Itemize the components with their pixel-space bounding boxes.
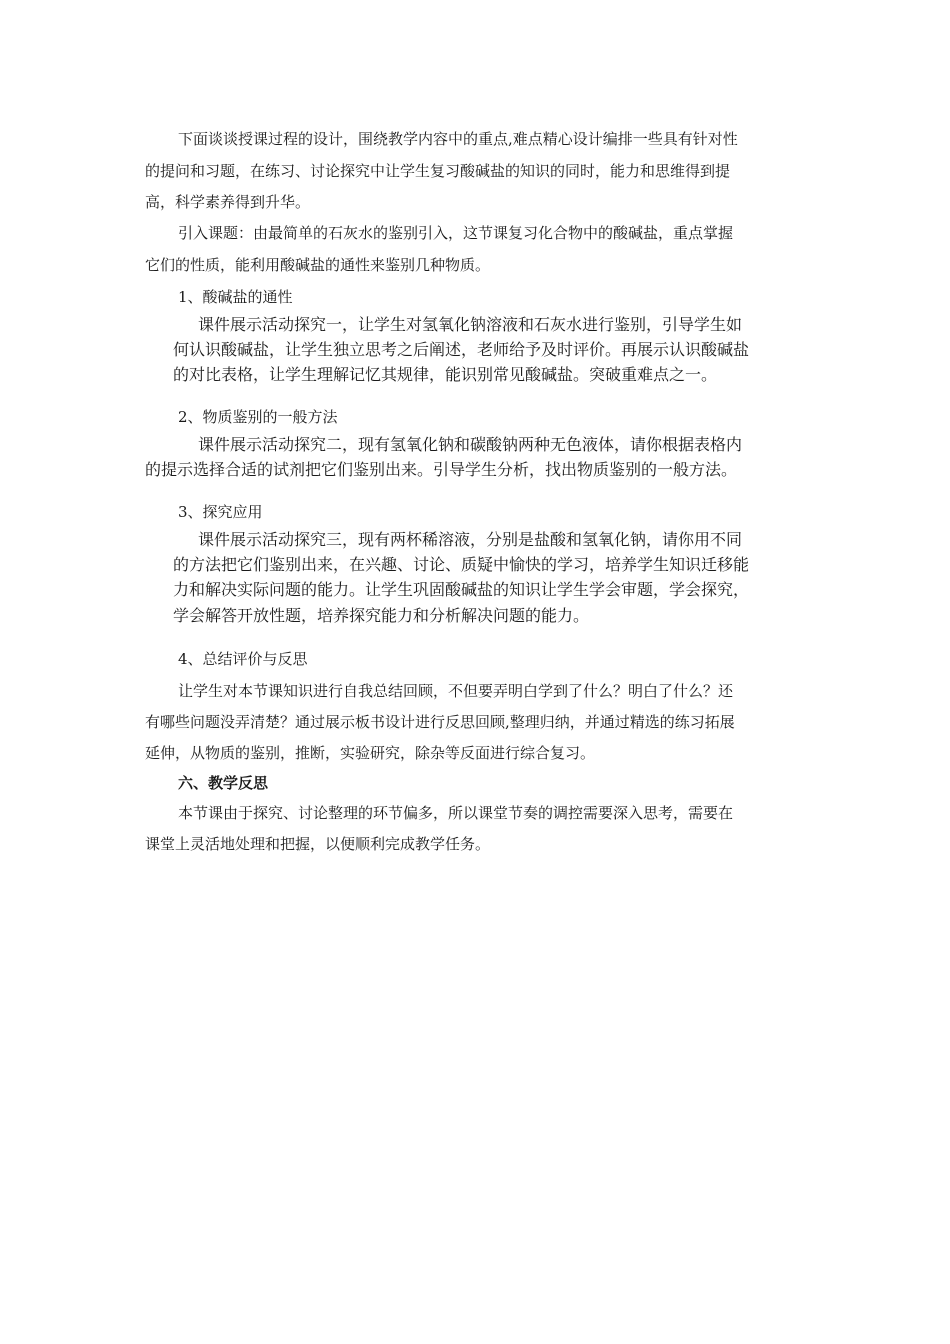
intro-line-3: 高，科学素养得到升华。 — [145, 193, 311, 211]
intro-line-2: 的提问和习题，在练习、讨论探究中让学生复习酸碱盐的知识的同时，能力和思维得到提 — [145, 162, 731, 180]
section-3-line-2: 的方法把它们鉴别出来，在兴趣、讨论、质疑中愉快的学习，培养学生知识迁移能 — [173, 555, 750, 574]
section-1-line-1: 课件展示活动探究一，让学生对氢氧化钠溶液和石灰水进行鉴别，引导学生如 — [198, 315, 743, 334]
section-6-line-2: 课堂上灵活地处理和把握，以便顺利完成教学任务。 — [145, 835, 491, 853]
topic-line-2: 它们的性质，能利用酸碱盐的通性来鉴别几种物质。 — [145, 256, 491, 274]
section-4-line-1: 让学生对本节课知识进行自我总结回顾，不但要弄明白学到了什么？明白了什么？还 — [178, 682, 734, 700]
section-4-line-2: 有哪些问题没弄清楚？通过展示板书设计进行反思回顾,整理归纳，并通过精选的练习拓展 — [145, 713, 735, 731]
intro-line-1: 下面谈谈授课过程的设计，围绕教学内容中的重点,难点精心设计编排一些具有针对性 — [178, 130, 738, 148]
topic-line-1: 引入课题：由最简单的石灰水的鉴别引入，这节课复习化合物中的酸碱盐，重点掌握 — [178, 224, 734, 242]
section-1-line-2: 何认识酸碱盐，让学生独立思考之后阐述，老师给予及时评价。再展示认识酸碱盐 — [173, 340, 750, 359]
section-3-heading: 3、探究应用 — [178, 503, 263, 521]
section-6-heading: 六、教学反思 — [178, 774, 269, 792]
section-3-line-1: 课件展示活动探究三，现有两杯稀溶液，分别是盐酸和氢氧化钠，请你用不同 — [198, 530, 743, 549]
section-6-line-1: 本节课由于探究、讨论整理的环节偏多，所以课堂节奏的调控需要深入思考，需要在 — [178, 804, 734, 822]
section-1-heading: 1、酸碱盐的通性 — [178, 288, 293, 306]
section-3-line-3: 力和解决实际问题的能力。让学生巩固酸碱盐的知识让学生学会审题，学会探究， — [173, 580, 750, 599]
section-2-line-2: 的提示选择合适的试剂把它们鉴别出来。引导学生分析，找出物质鉴别的一般方法。 — [145, 460, 738, 479]
section-4-heading: 4、总结评价与反思 — [178, 650, 308, 668]
section-1-line-3: 的对比表格，让学生理解记忆其规律，能识别常见酸碱盐。突破重难点之一。 — [173, 365, 718, 384]
section-2-heading: 2、物质鉴别的一般方法 — [178, 408, 338, 426]
section-4-line-3: 延伸，从物质的鉴别，推断，实验研究，除杂等反面进行综合复习。 — [145, 744, 596, 762]
section-2-line-1: 课件展示活动探究二，现有氢氧化钠和碳酸钠两种无色液体，请你根据表格内 — [198, 435, 743, 454]
section-3-line-4: 学会解答开放性题，培养探究能力和分析解决问题的能力。 — [173, 606, 590, 625]
